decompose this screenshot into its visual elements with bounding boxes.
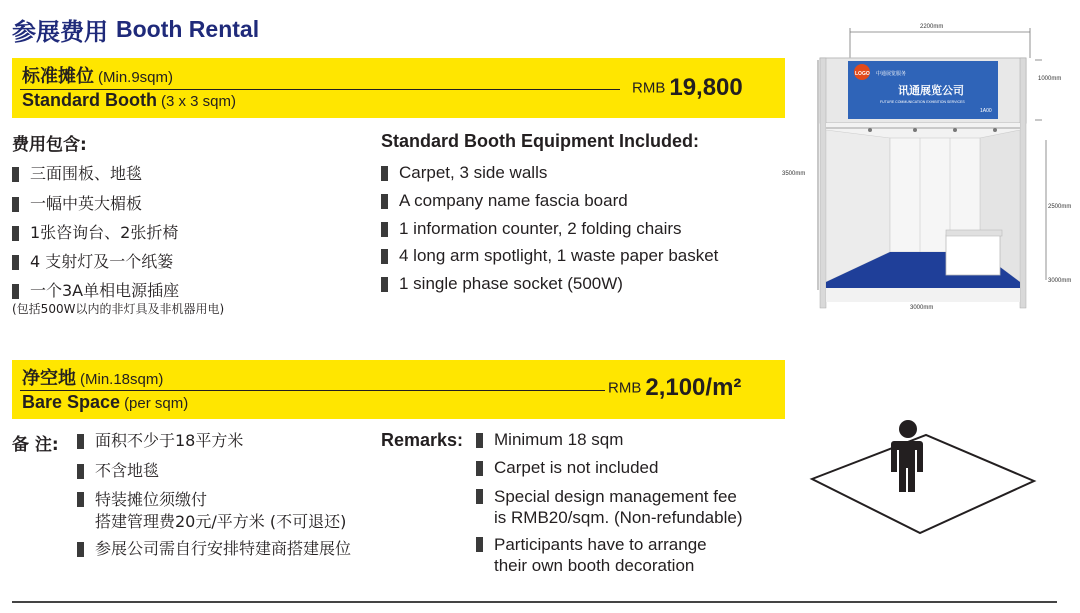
bare-en-title: Bare Space [22,392,121,412]
list-item: 4 long arm spotlight, 1 waste paper basket [381,246,791,274]
list-item: 1 single phase socket (500W) [381,274,791,302]
included-note: (包括500W以内的非灯具及非机器用电) [12,302,225,316]
bullet-icon [381,166,388,181]
list-item: 三面围板、地毯 [12,164,362,194]
list-item: 一个3A单相电源插座 (包括500W以内的非灯具及非机器用电) [12,281,362,321]
list-item: 4 支射灯及一个纸篓 [12,252,362,281]
dim-depth: 3000mm [1048,278,1072,284]
title-zh: 参展费用 [12,18,108,46]
bullet-icon [12,284,19,299]
bullet-icon [476,461,483,476]
bullet-icon [12,167,19,182]
fascia-company-name: 讯通展览公司 [898,84,964,97]
booth-illustration [780,20,1080,320]
dim-top: 2200mm [920,24,944,30]
list-item: 不含地毯 [77,461,377,489]
standard-price-value: 19,800 [669,74,743,101]
title-en: Booth Rental [116,16,260,42]
bullet-icon [381,194,388,209]
standard-zh-min: (Min.9sqm) [98,69,174,86]
included-heading-en: Standard Booth Equipment Included: [381,131,699,151]
list-item: A company name fascia board [381,191,791,219]
bullet-icon [77,542,84,557]
bullet-icon [381,222,388,237]
included-list-en [381,163,791,302]
list-item: Carpet, 3 side walls [381,163,791,191]
dim-height-left: 3500mm [782,171,806,177]
bullet-icon [77,464,84,479]
fascia-logo: LOGO [855,71,870,77]
standard-en-title: Standard Booth [22,90,157,110]
list-item: 1 information counter, 2 folding chairs [381,219,791,246]
bare-currency: RMB [608,379,642,397]
standard-zh-title: 标准摊位 [22,66,94,87]
bottom-divider [12,601,1057,603]
bullet-icon [77,434,84,449]
bare-space-bar [12,360,785,419]
bullet-icon [381,277,388,292]
bullet-icon [476,433,483,448]
standard-en-size: (3 x 3 sqm) [161,93,237,110]
fascia-small-text: 中通展览服务 [876,71,907,77]
bare-en-size: (per sqm) [124,395,189,412]
bare-zh-min: (Min.18sqm) [80,371,164,388]
included-list-zh [12,164,362,321]
list-item: 特装摊位须缴付 搭建管理费20元/平方米 (不可退还) [77,489,377,539]
list-item: 一幅中英大楣板 [12,194,362,223]
remarks-list-zh [77,431,377,567]
bullet-icon [12,197,19,212]
bullet-icon [12,255,19,270]
page-title [12,12,259,48]
dim-total-right: 1000mm [1038,76,1062,82]
standard-currency: RMB [632,79,666,97]
bare-space-illustration [808,415,1038,555]
dim-wall: 2500mm [1048,204,1072,210]
standard-booth-bar [12,58,785,118]
list-item: Participants have to arrange their own booth decoration [476,534,806,578]
list-item: Minimum 18 sqm [476,430,806,458]
standard-price [632,74,743,102]
bare-divider [20,390,605,391]
bullet-icon [12,226,19,241]
included-heading-zh: 费用包含: [12,135,87,155]
dim-width: 3000mm [910,305,934,311]
bare-price-value: 2,100/m² [645,374,742,401]
fascia-company-en: FUTURE COMMUNICATION EXHIBITION SERVICES [880,100,965,104]
bullet-icon [476,537,483,552]
remarks-list-en [476,430,806,578]
remarks-heading-en: Remarks: [381,430,464,450]
bullet-icon [381,249,388,264]
fascia-booth-no: 1A00 [980,108,992,114]
list-item: Special design management fee is RMB20/sqm. (Non-refundable) [476,486,806,534]
bare-zh-title: 净空地 [22,368,76,389]
bullet-icon [476,489,483,504]
bare-price [608,374,741,402]
bullet-icon [77,492,84,507]
list-item: 参展公司需自行安排特建商搭建展位 [77,539,377,567]
list-item: Carpet is not included [476,458,806,486]
list-item: 面积不少于18平方米 [77,431,377,461]
list-item: 1张咨询台、2张折椅 [12,223,362,252]
remarks-heading-zh: 备 注: [12,435,59,455]
